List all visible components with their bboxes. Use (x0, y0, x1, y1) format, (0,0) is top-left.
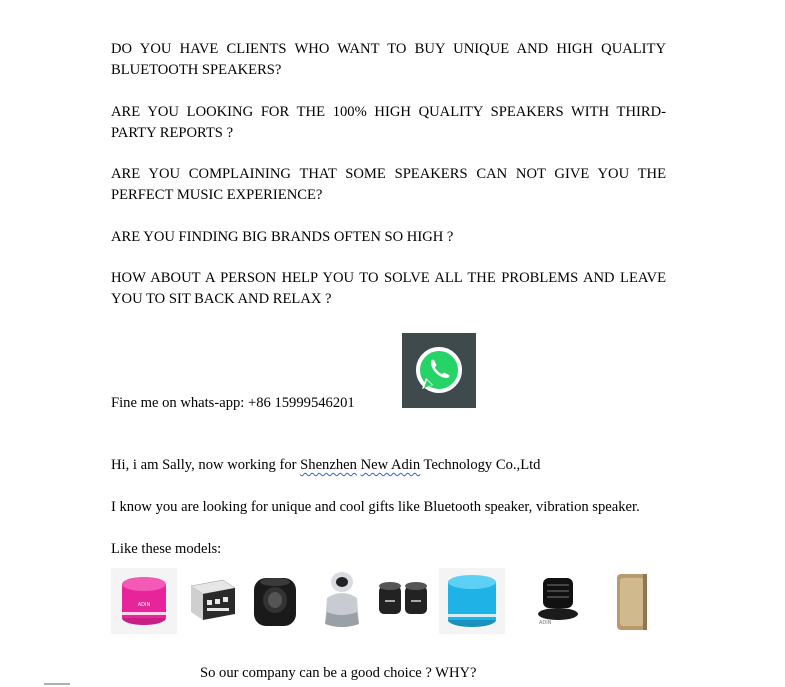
product-gallery (111, 568, 667, 634)
twin-mini-speakers-icon (373, 568, 435, 634)
company-name-part2: New Adin (360, 457, 421, 473)
question-solve-problems: HOW ABOUT A PERSON HELP YOU TO SOLVE ALL THE PROBLEMS AND LEAVE YOU TO SIT BACK AND RELAX ? (111, 270, 666, 307)
svg-text:ADIN: ADIN (539, 620, 552, 626)
question-music-experience: ARE YOU COMPLAINING THAT SOME SPEAKERS CAN NOT GIVE YOU THE PERFECT MUSIC EXPERIENCE? (111, 166, 666, 203)
intro-text (111, 455, 666, 476)
question-clients: DO YOU HAVE CLIENTS WHO WANT TO BUY UNIQUE AND HIGH QUALITY BLUETOOTH SPEAKERS? (111, 41, 666, 78)
pink-round-speaker-icon (111, 568, 177, 634)
company-name-part1: Shenzhen (300, 457, 357, 473)
cube-speaker-icon (181, 568, 243, 634)
blue-round-speaker-icon (439, 568, 505, 634)
question-quality-reports: ARE YOU LOOKING FOR THE 100% HIGH QUALITY SPEAKERS WITH THIRD-PARTY REPORTS ? (111, 104, 666, 141)
vibration-speaker-icon (519, 568, 599, 634)
whatsapp-contact-text: Fine me on whats-app: +86 15999546201 (111, 395, 355, 411)
closing-question: So our company can be a good choice ? WHY? (200, 665, 477, 681)
gold-tower-speaker-icon (601, 568, 665, 634)
models-label: Like these models: (111, 541, 222, 557)
question-big-brands: ARE YOU FINDING BIG BRANDS OFTEN SO HIGH ? (111, 229, 454, 245)
svg-text:ADIN: ADIN (137, 602, 151, 608)
pitch-text: I know you are looking for unique and cool gifts like Bluetooth speaker, vibration speaker. (111, 499, 640, 515)
black-cylinder-speaker-icon (242, 568, 307, 634)
page-corner-mark (44, 683, 70, 685)
intro-prefix: Hi, i am Sally, now working for (111, 457, 301, 473)
robot-speaker-icon (311, 568, 373, 634)
intro-suffix: Technology Co.,Ltd (420, 457, 541, 473)
